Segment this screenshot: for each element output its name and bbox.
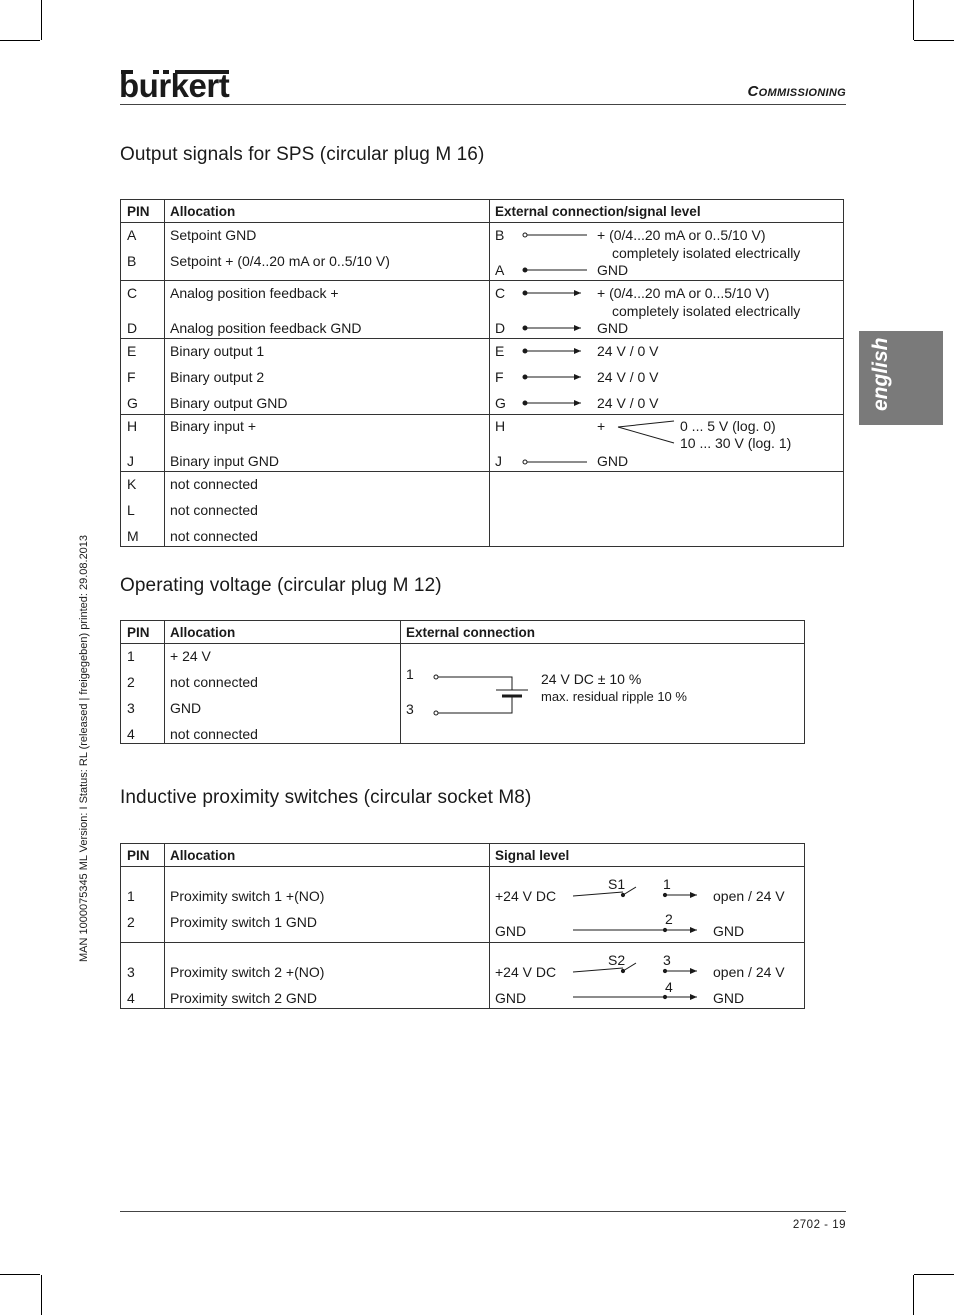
ext-pin-cell: D — [495, 320, 506, 336]
allocation-cell: Analog position feedback + — [170, 285, 339, 301]
signal-level: 24 V / 0 V — [597, 395, 659, 411]
signal-level: +24 V DC — [495, 964, 557, 980]
pin-cell: 4 — [127, 726, 135, 742]
output-level: open / 24 V — [713, 964, 785, 980]
proximity-switch-table — [120, 843, 805, 1009]
pin-cell: G — [127, 395, 138, 411]
page-number: 2702 - 19 — [792, 1219, 846, 1231]
allocation-cell: Proximity switch 2 GND — [170, 990, 318, 1006]
allocation-cell: Binary output GND — [170, 395, 288, 411]
burkert-logo: burkert — [119, 67, 230, 104]
operating-voltage-table — [120, 620, 805, 744]
language-label: english — [869, 337, 892, 411]
allocation-cell: Binary input + — [170, 418, 256, 434]
header-external: External connection — [406, 625, 536, 640]
pin-cell: M — [127, 528, 139, 544]
crop-mark — [0, 40, 40, 41]
header-signal: Signal level — [495, 848, 570, 863]
allocation-cell: Binary output 1 — [170, 343, 265, 359]
pin-cell: 1 — [127, 888, 135, 904]
section2-title: Operating voltage (circular plug M 12) — [120, 575, 442, 596]
ext-pin-top: 1 — [406, 666, 414, 682]
section-heading: Commissioning — [747, 83, 846, 100]
crop-mark — [41, 0, 42, 40]
pin-cell: K — [127, 476, 137, 492]
pin-cell: H — [127, 418, 138, 434]
pin-cell: E — [127, 343, 137, 359]
output-signals-table — [120, 199, 844, 547]
pin-cell: C — [127, 285, 138, 301]
logic-0-level: 0 ... 5 V (log. 0) — [680, 418, 776, 434]
switch-pin: 2 — [665, 911, 673, 927]
output-level: GND — [713, 923, 745, 939]
crop-mark — [914, 40, 954, 41]
signal-level: GND — [597, 262, 629, 278]
allocation-cell: Binary output 2 — [170, 369, 265, 385]
allocation-cell: Proximity switch 1 +(NO) — [170, 888, 325, 904]
allocation-cell: Setpoint GND — [170, 227, 257, 243]
signal-level: GND — [495, 923, 527, 939]
header-allocation: Allocation — [170, 848, 236, 863]
supply-voltage: 24 V DC ± 10 % — [541, 671, 642, 687]
switch-pin: 3 — [663, 952, 671, 968]
switch-symbols — [121, 844, 806, 1010]
pin-cell: F — [127, 369, 136, 385]
pin-cell: A — [127, 227, 137, 243]
switch-pin: 1 — [663, 876, 671, 892]
output-level: open / 24 V — [713, 888, 785, 904]
ext-pin-cell: G — [495, 395, 506, 411]
allocation-cell: not connected — [170, 674, 258, 690]
footer-rule — [120, 1211, 846, 1212]
signal-level: 24 V / 0 V — [597, 343, 659, 359]
allocation-cell: not connected — [170, 528, 258, 544]
pin-cell: 2 — [127, 674, 135, 690]
allocation-cell: Proximity switch 1 GND — [170, 914, 318, 930]
output-level: GND — [713, 990, 745, 1006]
allocation-cell: Setpoint + (0/4..20 mA or 0..5/10 V) — [170, 253, 390, 269]
allocation-cell: Analog position feedback GND — [170, 320, 362, 336]
switch-pin: 4 — [665, 979, 673, 995]
header-pin: PIN — [127, 625, 150, 640]
connection-wires — [121, 200, 845, 548]
crop-mark — [913, 1275, 914, 1315]
ext-pin-cell: A — [495, 262, 505, 278]
allocation-cell: Binary input GND — [170, 453, 279, 469]
pin-cell: 1 — [127, 648, 135, 664]
signal-level: 24 V / 0 V — [597, 369, 659, 385]
pin-cell: D — [127, 320, 138, 336]
pin-cell: 4 — [127, 990, 135, 1006]
pin-cell: L — [127, 502, 135, 518]
isolation-note: completely isolated electrically — [612, 303, 801, 319]
isolation-note: completely isolated electrically — [612, 245, 801, 261]
signal-level: +24 V DC — [495, 888, 557, 904]
allocation-cell: not connected — [170, 502, 258, 518]
header-pin: PIN — [127, 204, 150, 219]
header-allocation: Allocation — [170, 625, 236, 640]
pin-cell: 3 — [127, 700, 135, 716]
header-rule — [120, 104, 846, 105]
ext-pin-cell: B — [495, 227, 505, 243]
ext-pin-cell: J — [495, 453, 502, 469]
signal-level: GND — [495, 990, 527, 1006]
section3-title: Inductive proximity switches (circular socket M8) — [120, 787, 532, 808]
switch-label: S2 — [608, 952, 626, 968]
ext-pin-bottom: 3 — [406, 701, 414, 717]
crop-mark — [0, 1274, 40, 1275]
allocation-cell: not connected — [170, 726, 258, 742]
allocation-cell: GND — [170, 700, 202, 716]
crop-mark — [913, 0, 914, 40]
header-external: External connection/signal level — [495, 204, 701, 219]
signal-level: + (0/4...20 mA or 0...5/10 V) — [597, 285, 770, 301]
header-pin: PIN — [127, 848, 150, 863]
ext-pin-cell: C — [495, 285, 506, 301]
signal-level: + — [597, 418, 606, 434]
allocation-cell: Proximity switch 2 +(NO) — [170, 964, 325, 980]
crop-mark — [41, 1275, 42, 1315]
pin-cell: 3 — [127, 964, 135, 980]
section1-title: Output signals for SPS (circular plug M 16) — [120, 144, 485, 165]
pin-cell: 2 — [127, 914, 135, 930]
language-tab — [859, 331, 943, 425]
ext-pin-cell: H — [495, 418, 506, 434]
allocation-cell: not connected — [170, 476, 258, 492]
ext-pin-cell: E — [495, 343, 505, 359]
battery-symbol — [121, 621, 806, 745]
pin-cell: J — [127, 453, 134, 469]
pin-cell: B — [127, 253, 137, 269]
logic-1-level: 10 ... 30 V (log. 1) — [680, 435, 792, 451]
ext-pin-cell: F — [495, 369, 504, 385]
sidebar-document-info: MAN 1000075345 ML Version: I Status: RL (released | freigegeben) printed: 29.08.2013 — [78, 534, 90, 962]
crop-mark — [914, 1274, 954, 1275]
header-allocation: Allocation — [170, 204, 236, 219]
switch-label: S1 — [608, 876, 626, 892]
signal-level: + (0/4...20 mA or 0..5/10 V) — [597, 227, 766, 243]
ripple-note: max. residual ripple 10 % — [541, 689, 687, 704]
signal-level: GND — [597, 320, 629, 336]
allocation-cell: + 24 V — [170, 648, 211, 664]
signal-level: GND — [597, 453, 629, 469]
